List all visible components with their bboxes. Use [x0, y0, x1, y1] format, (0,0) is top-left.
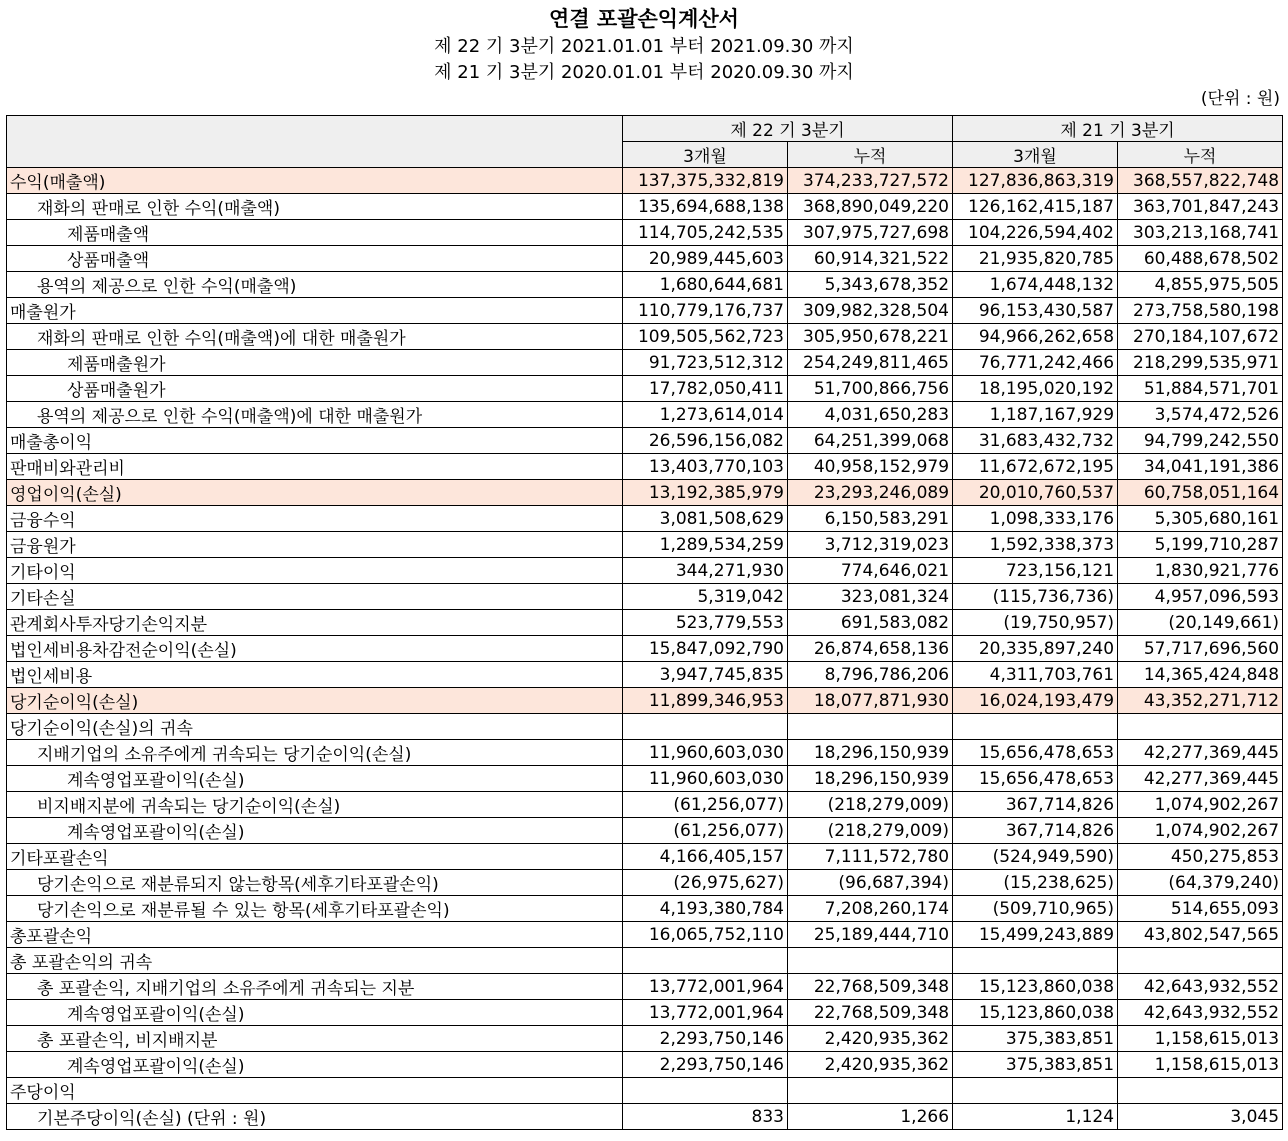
table-row — [7, 1078, 1283, 1104]
table-row — [7, 584, 1283, 610]
row-label: 기타이익 — [7, 558, 623, 584]
row-value: 2,420,935,362 — [788, 1052, 953, 1078]
row-value: (96,687,394) — [788, 870, 953, 896]
row-value: 254,249,811,465 — [788, 350, 953, 376]
header-previous-3months: 3개월 — [953, 142, 1118, 168]
row-value: 21,935,820,785 — [953, 246, 1118, 272]
row-label: 법인세비용 — [7, 662, 623, 688]
row-value: 2,293,750,146 — [623, 1052, 788, 1078]
row-value — [1118, 714, 1283, 740]
statement-title: 연결 포괄손익계산서 — [549, 7, 739, 31]
row-value: 15,499,243,889 — [953, 922, 1118, 948]
row-value: 26,874,658,136 — [788, 636, 953, 662]
row-label: 계속영업포괄이익(손실) — [7, 818, 623, 844]
row-value: 4,855,975,505 — [1118, 272, 1283, 298]
row-value: 13,772,001,964 — [623, 974, 788, 1000]
row-value: 514,655,093 — [1118, 896, 1283, 922]
row-value: 2,293,750,146 — [623, 1026, 788, 1052]
row-value: 16,065,752,110 — [623, 922, 788, 948]
row-value: 273,758,580,198 — [1118, 298, 1283, 324]
row-value: 4,311,703,761 — [953, 662, 1118, 688]
row-value: (19,750,957) — [953, 610, 1118, 636]
row-value: 363,701,847,243 — [1118, 194, 1283, 220]
row-value: 367,714,826 — [953, 792, 1118, 818]
row-value: (26,975,627) — [623, 870, 788, 896]
table-row — [7, 532, 1283, 558]
row-value: 723,156,121 — [953, 558, 1118, 584]
header-period-current: 제 22 기 3분기 — [623, 116, 953, 142]
table-row — [7, 428, 1283, 454]
period-previous: 제 21 기 3분기 2020.01.01 부터 2020.09.30 까지 — [434, 62, 854, 83]
row-value: 3,045 — [1118, 1104, 1283, 1130]
row-value: 1,674,448,132 — [953, 272, 1118, 298]
table-row — [7, 610, 1283, 636]
table-row — [7, 376, 1283, 402]
table-row — [7, 194, 1283, 220]
table-row — [7, 922, 1283, 948]
row-label: 기타포괄손익 — [7, 844, 623, 870]
row-value: (64,379,240) — [1118, 870, 1283, 896]
row-value: 374,233,727,572 — [788, 168, 953, 194]
row-value: 20,335,897,240 — [953, 636, 1118, 662]
row-value: 4,166,405,157 — [623, 844, 788, 870]
row-label: 관계회사투자당기손익지분 — [7, 610, 623, 636]
row-value: 11,899,346,953 — [623, 688, 788, 714]
row-value: 3,947,745,835 — [623, 662, 788, 688]
row-value — [788, 1078, 953, 1104]
row-label: 총 포괄손익, 비지배지분 — [7, 1026, 623, 1052]
row-value: 344,271,930 — [623, 558, 788, 584]
row-value: 3,712,319,023 — [788, 532, 953, 558]
row-value: 1,074,902,267 — [1118, 792, 1283, 818]
row-label: 수익(매출액) — [7, 168, 623, 194]
row-value: 18,195,020,192 — [953, 376, 1118, 402]
table-row — [7, 766, 1283, 792]
row-value: (115,736,736) — [953, 584, 1118, 610]
row-value: 42,277,369,445 — [1118, 766, 1283, 792]
row-value: 94,966,262,658 — [953, 324, 1118, 350]
row-value: 1,098,333,176 — [953, 506, 1118, 532]
row-value: 1,289,534,259 — [623, 532, 788, 558]
row-value: 104,226,594,402 — [953, 220, 1118, 246]
row-value: 114,705,242,535 — [623, 220, 788, 246]
row-value: 4,193,380,784 — [623, 896, 788, 922]
row-value: 22,768,509,348 — [788, 974, 953, 1000]
unit-label: (단위 : 원) — [1200, 89, 1280, 109]
row-value: 774,646,021 — [788, 558, 953, 584]
row-value: 94,799,242,550 — [1118, 428, 1283, 454]
row-value — [788, 714, 953, 740]
row-value: 57,717,696,560 — [1118, 636, 1283, 662]
row-value: 91,723,512,312 — [623, 350, 788, 376]
row-label: 계속영업포괄이익(손실) — [7, 766, 623, 792]
row-value: 26,596,156,082 — [623, 428, 788, 454]
row-value: 6,150,583,291 — [788, 506, 953, 532]
table-row — [7, 480, 1283, 506]
row-value: 3,574,472,526 — [1118, 402, 1283, 428]
row-value: (509,710,965) — [953, 896, 1118, 922]
row-value: 60,758,051,164 — [1118, 480, 1283, 506]
row-label: 제품매출액 — [7, 220, 623, 246]
table-row — [7, 1026, 1283, 1052]
statement-body — [7, 168, 1283, 1130]
row-label: 주당이익 — [7, 1078, 623, 1104]
row-value: 96,153,430,587 — [953, 298, 1118, 324]
income-statement-table — [6, 115, 1283, 1130]
row-value: 17,782,050,411 — [623, 376, 788, 402]
header-period-previous: 제 21 기 3분기 — [953, 116, 1283, 142]
row-value: 127,836,863,319 — [953, 168, 1118, 194]
row-value: 31,683,432,732 — [953, 428, 1118, 454]
row-value: 7,208,260,174 — [788, 896, 953, 922]
row-value: (218,279,009) — [788, 818, 953, 844]
table-row — [7, 350, 1283, 376]
table-row — [7, 558, 1283, 584]
row-value: 15,123,860,038 — [953, 974, 1118, 1000]
row-value: 42,643,932,552 — [1118, 974, 1283, 1000]
row-value: (218,279,009) — [788, 792, 953, 818]
row-value: 13,772,001,964 — [623, 1000, 788, 1026]
row-label: 총 포괄손익의 귀속 — [7, 948, 623, 974]
table-row — [7, 844, 1283, 870]
row-value: 11,960,603,030 — [623, 766, 788, 792]
table-row — [7, 792, 1283, 818]
header-previous-cumulative: 누적 — [1118, 142, 1283, 168]
row-value: 15,847,092,790 — [623, 636, 788, 662]
row-value: 523,779,553 — [623, 610, 788, 636]
row-value: 14,365,424,848 — [1118, 662, 1283, 688]
row-value — [953, 948, 1118, 974]
row-value: 22,768,509,348 — [788, 1000, 953, 1026]
row-value: 76,771,242,466 — [953, 350, 1118, 376]
row-value: 13,192,385,979 — [623, 480, 788, 506]
row-label: 법인세비용차감전순이익(손실) — [7, 636, 623, 662]
row-value: 51,700,866,756 — [788, 376, 953, 402]
row-label: 매출원가 — [7, 298, 623, 324]
period-current: 제 22 기 3분기 2021.01.01 부터 2021.09.30 까지 — [434, 36, 854, 57]
row-value: 270,184,107,672 — [1118, 324, 1283, 350]
row-label: 당기순이익(손실) — [7, 688, 623, 714]
row-label: 금융원가 — [7, 532, 623, 558]
row-label: 비지배지분에 귀속되는 당기순이익(손실) — [7, 792, 623, 818]
header-row-periods — [7, 116, 1283, 142]
row-value: 1,124 — [953, 1104, 1118, 1130]
row-value: 137,375,332,819 — [623, 168, 788, 194]
row-label: 용역의 제공으로 인한 수익(매출액)에 대한 매출원가 — [7, 402, 623, 428]
row-value: 8,796,786,206 — [788, 662, 953, 688]
table-row — [7, 272, 1283, 298]
table-row — [7, 636, 1283, 662]
row-value: 5,343,678,352 — [788, 272, 953, 298]
table-row — [7, 246, 1283, 272]
row-value: 15,123,860,038 — [953, 1000, 1118, 1026]
table-row — [7, 818, 1283, 844]
row-value: 60,914,321,522 — [788, 246, 953, 272]
row-value: 323,081,324 — [788, 584, 953, 610]
row-value: 16,024,193,479 — [953, 688, 1118, 714]
row-label: 당기손익으로 재분류되지 않는항목(세후기타포괄손익) — [7, 870, 623, 896]
row-value: 135,694,688,138 — [623, 194, 788, 220]
row-value: 4,957,096,593 — [1118, 584, 1283, 610]
table-row — [7, 948, 1283, 974]
table-row — [7, 662, 1283, 688]
row-value: 375,383,851 — [953, 1052, 1118, 1078]
row-value: 5,305,680,161 — [1118, 506, 1283, 532]
row-label: 매출총이익 — [7, 428, 623, 454]
row-label: 판매비와관리비 — [7, 454, 623, 480]
row-value: 1,830,921,776 — [1118, 558, 1283, 584]
row-value: 20,989,445,603 — [623, 246, 788, 272]
row-value: 368,890,049,220 — [788, 194, 953, 220]
row-label: 기타손실 — [7, 584, 623, 610]
row-value: 307,975,727,698 — [788, 220, 953, 246]
row-value — [623, 714, 788, 740]
table-row — [7, 974, 1283, 1000]
row-value: 23,293,246,089 — [788, 480, 953, 506]
row-value: 64,251,399,068 — [788, 428, 953, 454]
row-value: (524,949,590) — [953, 844, 1118, 870]
row-value: 51,884,571,701 — [1118, 376, 1283, 402]
row-value: 833 — [623, 1104, 788, 1130]
row-value: 13,403,770,103 — [623, 454, 788, 480]
row-value — [623, 1078, 788, 1104]
row-label: 당기손익으로 재분류될 수 있는 항목(세후기타포괄손익) — [7, 896, 623, 922]
row-value: 25,189,444,710 — [788, 922, 953, 948]
row-value: 2,420,935,362 — [788, 1026, 953, 1052]
row-value: 1,158,615,013 — [1118, 1026, 1283, 1052]
row-label: 제품매출원가 — [7, 350, 623, 376]
row-value: 7,111,572,780 — [788, 844, 953, 870]
row-label: 상품매출액 — [7, 246, 623, 272]
table-row — [7, 896, 1283, 922]
row-value: 15,656,478,653 — [953, 766, 1118, 792]
table-row — [7, 402, 1283, 428]
row-value: 110,779,176,737 — [623, 298, 788, 324]
row-value: 4,031,650,283 — [788, 402, 953, 428]
table-row — [7, 740, 1283, 766]
row-value — [1118, 1078, 1283, 1104]
row-value: (61,256,077) — [623, 792, 788, 818]
row-value: 60,488,678,502 — [1118, 246, 1283, 272]
row-value — [953, 1078, 1118, 1104]
row-label: 금융수익 — [7, 506, 623, 532]
row-label: 총포괄손익 — [7, 922, 623, 948]
table-row — [7, 1052, 1283, 1078]
row-value: 18,077,871,930 — [788, 688, 953, 714]
row-value: 1,592,338,373 — [953, 532, 1118, 558]
row-value: 1,273,614,014 — [623, 402, 788, 428]
row-value: 11,672,672,195 — [953, 454, 1118, 480]
table-row — [7, 870, 1283, 896]
row-value: 3,081,508,629 — [623, 506, 788, 532]
row-label: 재화의 판매로 인한 수익(매출액) — [7, 194, 623, 220]
row-value: 42,277,369,445 — [1118, 740, 1283, 766]
row-value: 42,643,932,552 — [1118, 1000, 1283, 1026]
header-current-3months: 3개월 — [623, 142, 788, 168]
row-value — [788, 948, 953, 974]
row-label: 당기순이익(손실)의 귀속 — [7, 714, 623, 740]
row-value: 375,383,851 — [953, 1026, 1118, 1052]
row-value: 1,680,644,681 — [623, 272, 788, 298]
row-value: 34,041,191,386 — [1118, 454, 1283, 480]
row-value: 5,319,042 — [623, 584, 788, 610]
row-value: 1,074,902,267 — [1118, 818, 1283, 844]
row-value: (15,238,625) — [953, 870, 1118, 896]
table-row — [7, 688, 1283, 714]
row-label: 재화의 판매로 인한 수익(매출액)에 대한 매출원가 — [7, 324, 623, 350]
row-value: 1,158,615,013 — [1118, 1052, 1283, 1078]
row-value: 303,213,168,741 — [1118, 220, 1283, 246]
row-value: 691,583,082 — [788, 610, 953, 636]
row-value: 18,296,150,939 — [788, 766, 953, 792]
row-value: 11,960,603,030 — [623, 740, 788, 766]
header-blank — [7, 116, 623, 168]
row-value: 1,187,167,929 — [953, 402, 1118, 428]
row-label: 계속영업포괄이익(손실) — [7, 1052, 623, 1078]
row-label: 기본주당이익(손실) (단위 : 원) — [7, 1104, 623, 1130]
row-value — [1118, 948, 1283, 974]
row-label: 용역의 제공으로 인한 수익(매출액) — [7, 272, 623, 298]
table-row — [7, 714, 1283, 740]
table-row — [7, 1000, 1283, 1026]
header-current-cumulative: 누적 — [788, 142, 953, 168]
row-value: 126,162,415,187 — [953, 194, 1118, 220]
row-value: 18,296,150,939 — [788, 740, 953, 766]
row-value: 43,802,547,565 — [1118, 922, 1283, 948]
row-value: 450,275,853 — [1118, 844, 1283, 870]
row-label: 영업이익(손실) — [7, 480, 623, 506]
row-value: 43,352,271,712 — [1118, 688, 1283, 714]
row-label: 총 포괄손익, 지배기업의 소유주에게 귀속되는 지분 — [7, 974, 623, 1000]
row-value — [623, 948, 788, 974]
table-row — [7, 298, 1283, 324]
row-value: 368,557,822,748 — [1118, 168, 1283, 194]
table-row — [7, 1104, 1283, 1130]
row-label: 상품매출원가 — [7, 376, 623, 402]
row-value: 305,950,678,221 — [788, 324, 953, 350]
row-value: (20,149,661) — [1118, 610, 1283, 636]
table-row — [7, 220, 1283, 246]
table-row — [7, 168, 1283, 194]
row-value: 20,010,760,537 — [953, 480, 1118, 506]
row-value: 309,982,328,504 — [788, 298, 953, 324]
row-value: 218,299,535,971 — [1118, 350, 1283, 376]
row-label: 지배기업의 소유주에게 귀속되는 당기순이익(손실) — [7, 740, 623, 766]
row-value: 1,266 — [788, 1104, 953, 1130]
row-value: 109,505,562,723 — [623, 324, 788, 350]
row-value: 15,656,478,653 — [953, 740, 1118, 766]
table-row — [7, 454, 1283, 480]
row-value — [953, 714, 1118, 740]
row-value: 40,958,152,979 — [788, 454, 953, 480]
row-value: 367,714,826 — [953, 818, 1118, 844]
row-value: 5,199,710,287 — [1118, 532, 1283, 558]
row-label: 계속영업포괄이익(손실) — [7, 1000, 623, 1026]
table-row — [7, 506, 1283, 532]
row-value: (61,256,077) — [623, 818, 788, 844]
table-row — [7, 324, 1283, 350]
